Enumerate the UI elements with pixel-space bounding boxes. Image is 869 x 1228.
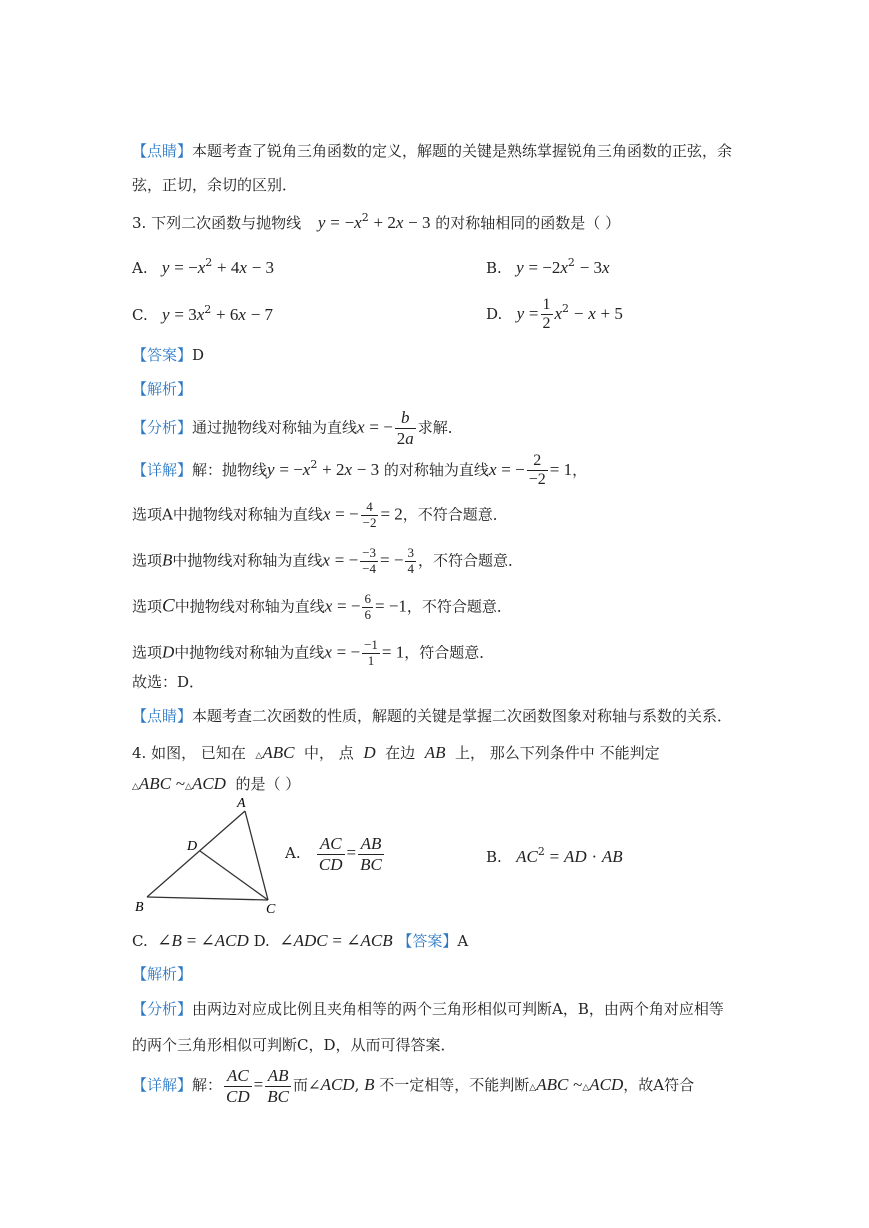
q4-options-cd-line: C. ∠B = ∠ACD D. ∠ADC = ∠ACB 【答案】A [132,931,469,950]
q3-option-a: A. $y = -x^2 + 4x - 3$ [132,256,275,277]
dianjing-paragraph [132,144,732,159]
fenxi-4-cont: 的两个三角形相似可判断C，D，从而可得答案． [132,1036,456,1054]
option-d-line: 选项D中抛物线对称轴为直线x = − $\frac{-1}{1}$ = 1，符合题意． [132,637,495,668]
fig-label-d: D [187,839,198,854]
fig-label-c: C [266,902,276,913]
q3-parabola-formula: $y = -x^2 + 2x - 3$ [317,211,431,232]
fig-label-b: B [135,900,144,913]
q3-option-d: D. y = $\frac{1}{2}$ $x^2 - x + 5$ [486,296,623,333]
q4-option-a: A. $\frac{AC}{CD}$ = $\frac{AB}{BC}$ [285,834,382,874]
answer-3: 【答案】D [132,346,205,364]
question-3-prefix: 3. 下列二次函数与抛物线 [132,214,302,232]
jiexi-3: 【解析】 [132,380,193,398]
jiexi-4: 【解析】 [132,965,193,983]
option-c-line: 选项C中抛物线对称轴为直线x = − $\frac{6}{6}$ = −1，不符合题意． [132,591,512,622]
dianjing-text: 本题考查了锐角三角函数的定义，解题的关键是熟练掌握锐角三角函数的正弦，余 [192,142,733,160]
dianjing-tag: 【点睛】 [132,142,193,160]
dianjing-3: 【点睛】本题考查二次函数的性质，解题的关键是掌握二次函数图象对称轴与系数的关系． [132,707,733,725]
q3-option-b: B. $y = -2x^2 - 3x$ [486,256,610,277]
question-3 [132,211,621,232]
dianjing-paragraph-cont: 弦，正切，余切的区别． [132,176,298,194]
question-3-suffix: 的对称轴相同的函数是（ ） [435,214,621,232]
q3-option-c: C. $y = 3x^2 + 6x - 7$ [132,303,274,324]
triangle-figure [132,793,282,913]
question-4: 4. 如图， 已知在 △ABC 中， 点 D 在边 AB 上， 那么下列条件中 不能判定 [132,743,660,762]
xiangjie-3: 【详解】解：抛物线$y = -x^2 + 2x - 3$ 的对称轴为直线x = − $\frac{2}{-2}$ = 1， [132,452,588,489]
option-b-line: 选项B中抛物线对称轴为直线x = − $\frac{-3}{-4}$ = − $\frac{3}{4}$ ，不符合题意． [132,545,523,576]
q4-option-b: B. $AC^2$ = AD · AB [486,845,623,866]
xiangjie-4: 【详解】解： $\frac{AC}{CD}$ = $\frac{AB}{BC}$ 而∠ACD, B 不一定相等，不能判断△ABC ~△ACD，故A符合 [132,1066,695,1106]
guxuan-3: 故选：D． [132,673,205,691]
option-a-line: 选项A中抛物线对称轴为直线x = − $\frac{4}{-2}$ = 2，不符合题意． [132,499,508,530]
question-4-cont: △ABC ~△ACD 的是（ ） [132,774,301,793]
fig-label-a: A [237,796,246,811]
fenxi-3: 【分析】通过抛物线对称轴为直线x = − $\frac{b}{2a}$ 求解． [132,408,463,448]
fenxi-4: 【分析】由两边对应成比例且夹角相等的两个三角形相似可判断A，B，由两个角对应相等 [132,1000,724,1018]
